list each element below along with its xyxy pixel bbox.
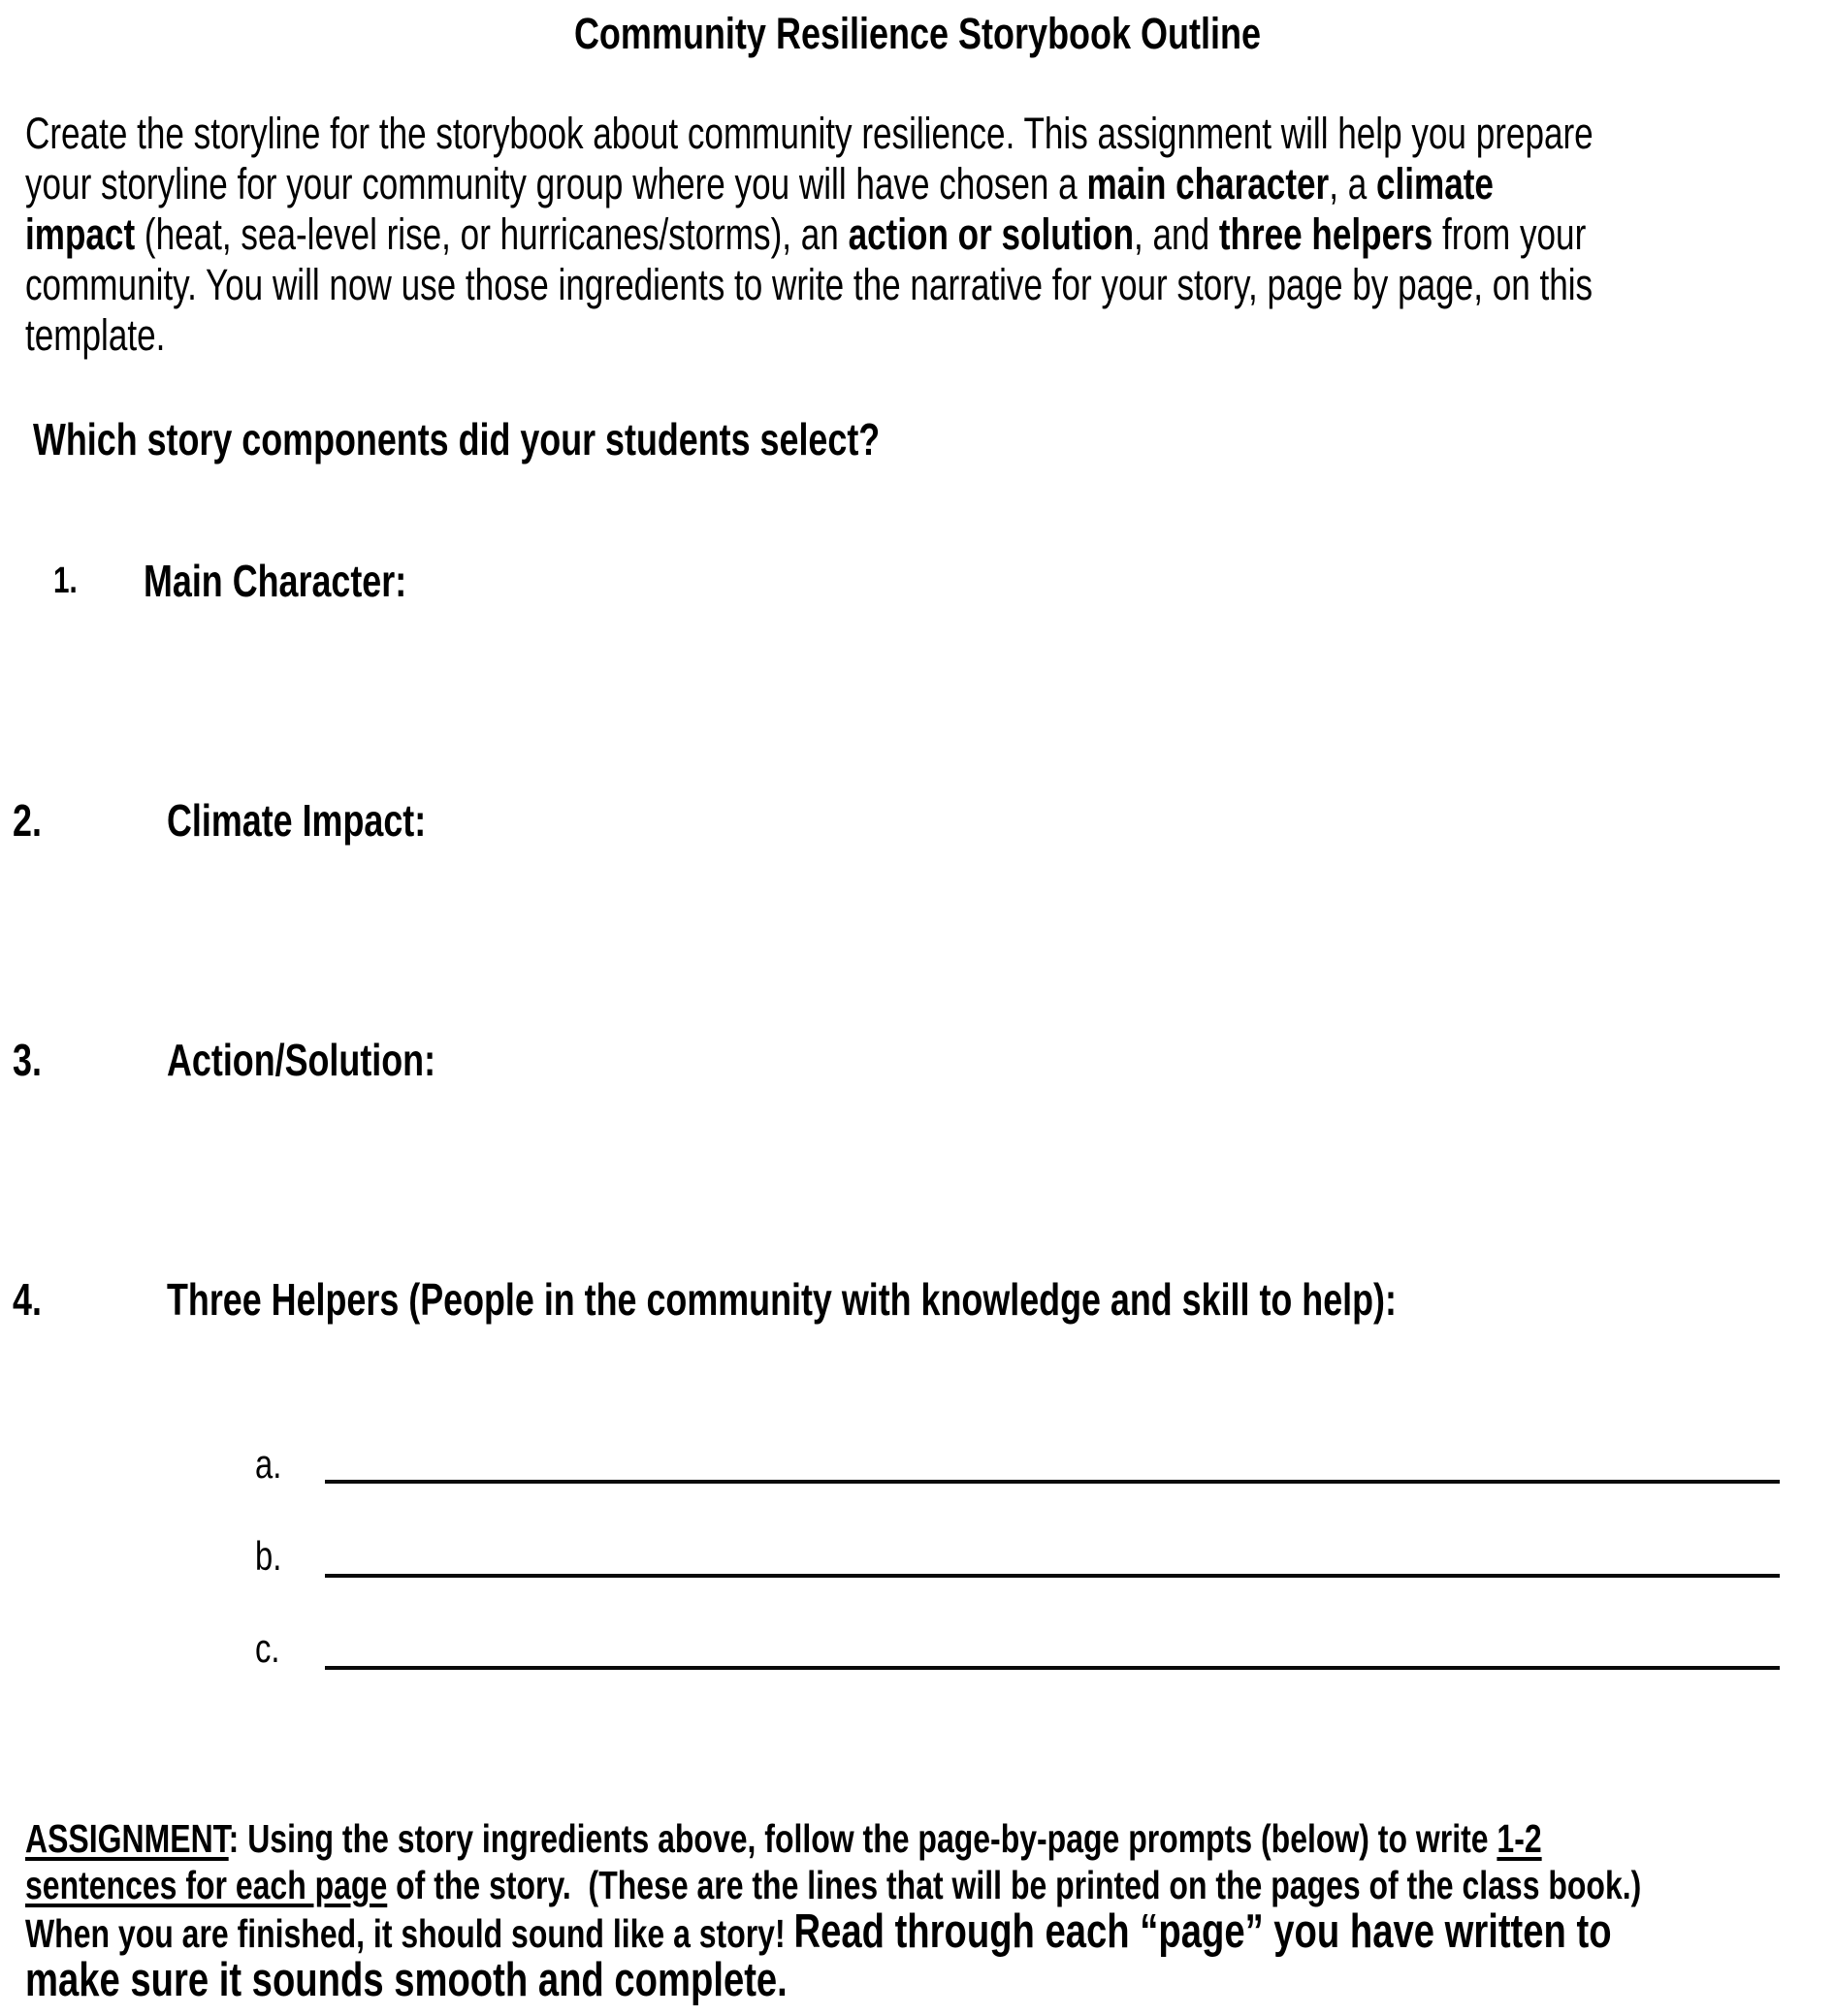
item-label: Climate Impact:: [167, 795, 427, 846]
intro-paragraph-text: [25, 109, 1835, 361]
helper-letter: b.: [255, 1533, 282, 1579]
question-heading-text: Which story components did your students select?: [33, 414, 881, 464]
list-item-climate-impact: [0, 794, 1835, 852]
assignment-paragraph-text: [25, 1815, 1835, 2005]
text-segment: of the story. (These are the lines that will be printed on the pages of the class book.) When you are finished, it should sound like a story!: [25, 1863, 1642, 1956]
item-label: Main Character:: [144, 556, 407, 606]
item-number: 4.: [13, 1274, 42, 1325]
helper-letter: a.: [255, 1441, 282, 1487]
intro-paragraph: [25, 109, 1835, 361]
item-number: 2.: [13, 795, 42, 846]
text-segment: ASSIGNMENT: [25, 1816, 229, 1861]
text-segment: : Using the story ingredients above, follow the page-by-page prompts (below) to write: [228, 1816, 1497, 1861]
text-segment: from your community. You will now use those ingredients to write the narrative for your story, page by page, on this template.: [25, 209, 1594, 360]
list-item-main-character: [0, 555, 1835, 613]
item-number: 3.: [13, 1035, 42, 1085]
text-segment: Create the storyline for the storybook about community resilience. This assignment will help you prepare your storyline for your community group where you will have chosen a: [25, 109, 1594, 208]
text-segment: climate impact: [25, 159, 1494, 259]
helper-blank-row-b: [0, 1533, 1835, 1591]
assignment-paragraph: [25, 1815, 1835, 2005]
list-item-three-helpers: [0, 1273, 1835, 1331]
helper-answer-line-a[interactable]: [325, 1480, 1780, 1484]
text-segment: 1-2 sentences for each page: [25, 1816, 1542, 1907]
helper-answer-line-c[interactable]: [325, 1666, 1780, 1670]
text-segment: , a: [1329, 159, 1376, 208]
helper-blank-row-a: [0, 1441, 1835, 1499]
text-segment: (heat, sea-level rise, or hurricanes/storms), an: [135, 209, 849, 259]
list-item-action-solution: [0, 1034, 1835, 1092]
text-segment: action or solution: [848, 209, 1135, 259]
item-label: Three Helpers (People in the community with knowledge and skill to help):: [167, 1274, 1397, 1325]
item-number: 1.: [53, 560, 78, 601]
item-label: Action/Solution:: [167, 1035, 436, 1085]
text-segment: , and: [1134, 209, 1219, 259]
text-segment: Read through each “page” you have written to make sure it sounds smooth and complete.: [25, 1905, 1612, 2006]
page-title-text: Community Resilience Storybook Outline: [573, 9, 1262, 58]
page-title: [0, 9, 1835, 59]
helper-answer-line-b[interactable]: [325, 1574, 1780, 1578]
question-heading: [33, 413, 1835, 465]
text-segment: main character: [1086, 159, 1330, 208]
helper-letter: c.: [255, 1625, 280, 1671]
helper-blank-row-c: [0, 1625, 1835, 1683]
text-segment: three helpers: [1218, 209, 1433, 259]
